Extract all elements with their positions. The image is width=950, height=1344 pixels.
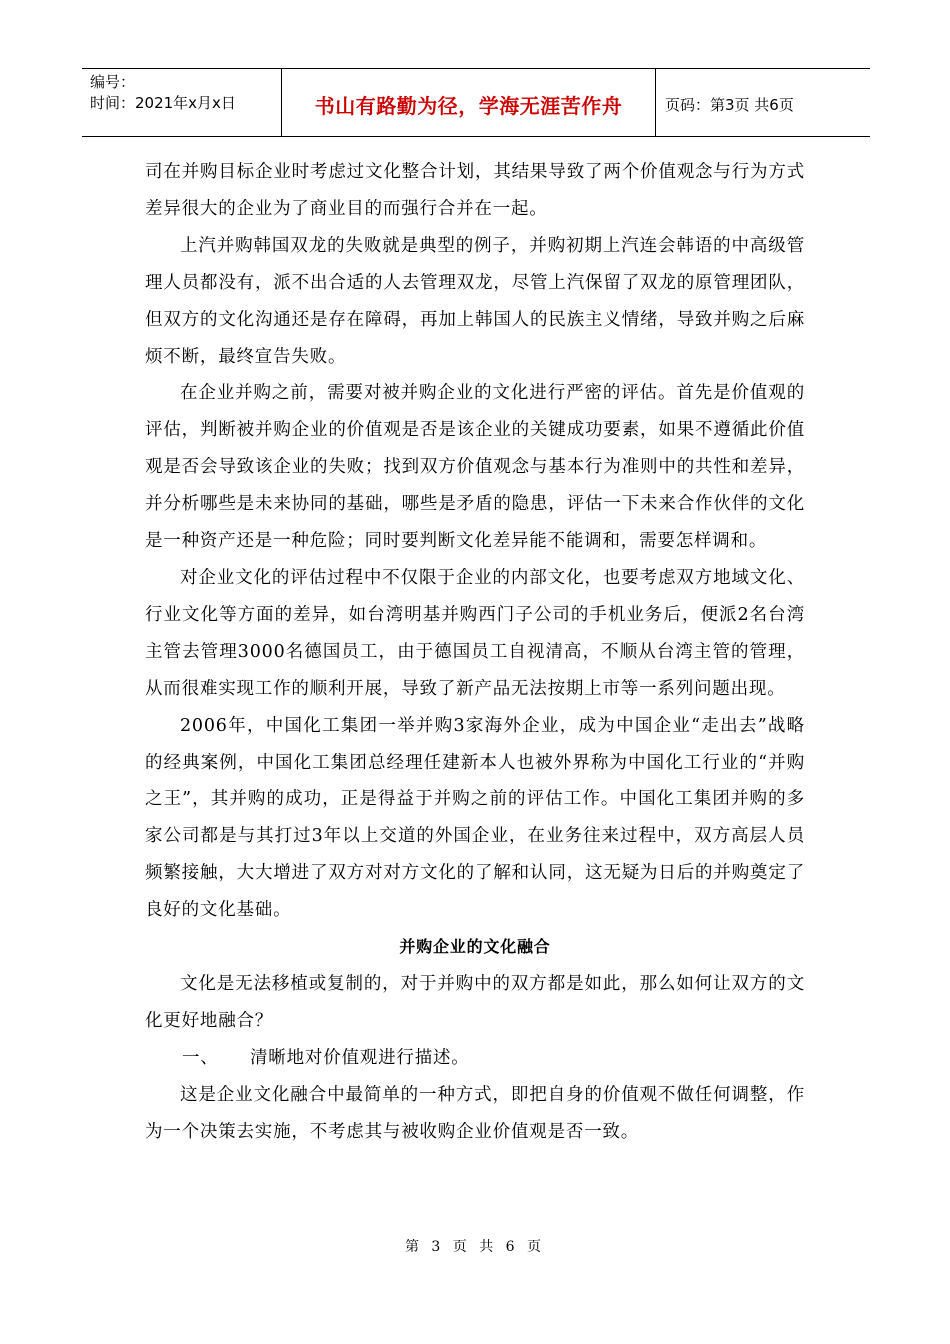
paragraph-4: 对企业文化的评估过程中不仅限于企业的内部文化，也要考虑双方地域文化、行业文化等方面的差异，如台湾明基并购西门子公司的手机业务后，便派2名台湾主管去管理3000名德国员工，由于德国员工自视清高，不顺从台湾主管的管理，从而很难实现工作的顺利开展，导致了新产品无法按期上市等一系列问题出现。 [145,567,805,699]
list-item-text: 清晰地对价值观进行描述。 [250,1047,470,1068]
header-number-label: 编号： [90,73,136,91]
paragraph-2: 上汽并购韩国双龙的失败就是典型的例子，并购初期上汽连会韩语的中高级管理人员都没有，派不出合适的人去管理双龙，尽管上汽保留了双龙的原管理团队，但双方的文化沟通还是存在障碍，再加上韩国人的民族主义情绪，导致并购之后麻烦不断，最终宣告失败。 [145,235,805,367]
paragraph-5: 2006年，中国化工集团一举并购3家海外企业，成为中国企业“走出去”战略的经典案例，中国化工集团总经理任建新本人也被外界称为中国化工行业的“并购之王”，其并购的成功，正是得益于并购之前的评估工作。中国化工集团并购的多家公司都是与其打过3年以上交道的外国企业，在业务往来过程中，双方高层人员频繁接触，大大增进了双方对对方文化的了解和认同，这无疑为日后的并购奠定了良好的文化基础。 [145,715,805,921]
header-date-label: 时间：2021年x月x日 [90,94,236,112]
paragraph-3: 在企业并购之前，需要对被并购企业的文化进行严密的评估。首先是价值观的评估，判断被并购企业的价值观是否是该企业的关键成功要素，如果不遵循此价值观是否会导致该企业的失败；找到双方价值观念与基本行为准则中的共性和差异，并分析哪些是未来协同的基础，哪些是矛盾的隐患，评估一下未来合作伙伴的文化是一种资产还是一种危险；同时要判断文化差异能不能调和，需要怎样调和。 [145,383,805,552]
paragraph-7: 这是企业文化融合中最简单的一种方式，即把自身的价值观不做任何调整，作为一个决策去实施，不考虑其与被收购企业价值观是否一致。 [145,1084,805,1142]
section-title: 并购企业的文化融合 [399,937,551,957]
page-footer: 第 3 页 共 6 页 [404,1239,546,1255]
paragraph-6: 文化是无法移植或复制的，对于并购中的双方都是如此，那么如何让双方的文化更好地融合？ [145,973,805,1031]
header-page-cell [656,69,870,136]
document-header [82,68,870,137]
paragraph-1: 司在并购目标企业时考虑过文化整合计划，其结果导致了两个价值观念与行为方式差异很大的企业为了商业目的而强行合并在一起。 [145,162,805,219]
list-item-number: 一、 [182,1047,219,1068]
list-item [145,1040,805,1077]
header-page-label: 页码：第3页 共6页 [665,95,794,114]
header-motto-cell [281,69,656,136]
header-motto: 书山有路勤为径，学海无涯苦作舟 [314,94,623,118]
header-meta-cell [82,69,281,136]
document-body [145,154,805,1150]
